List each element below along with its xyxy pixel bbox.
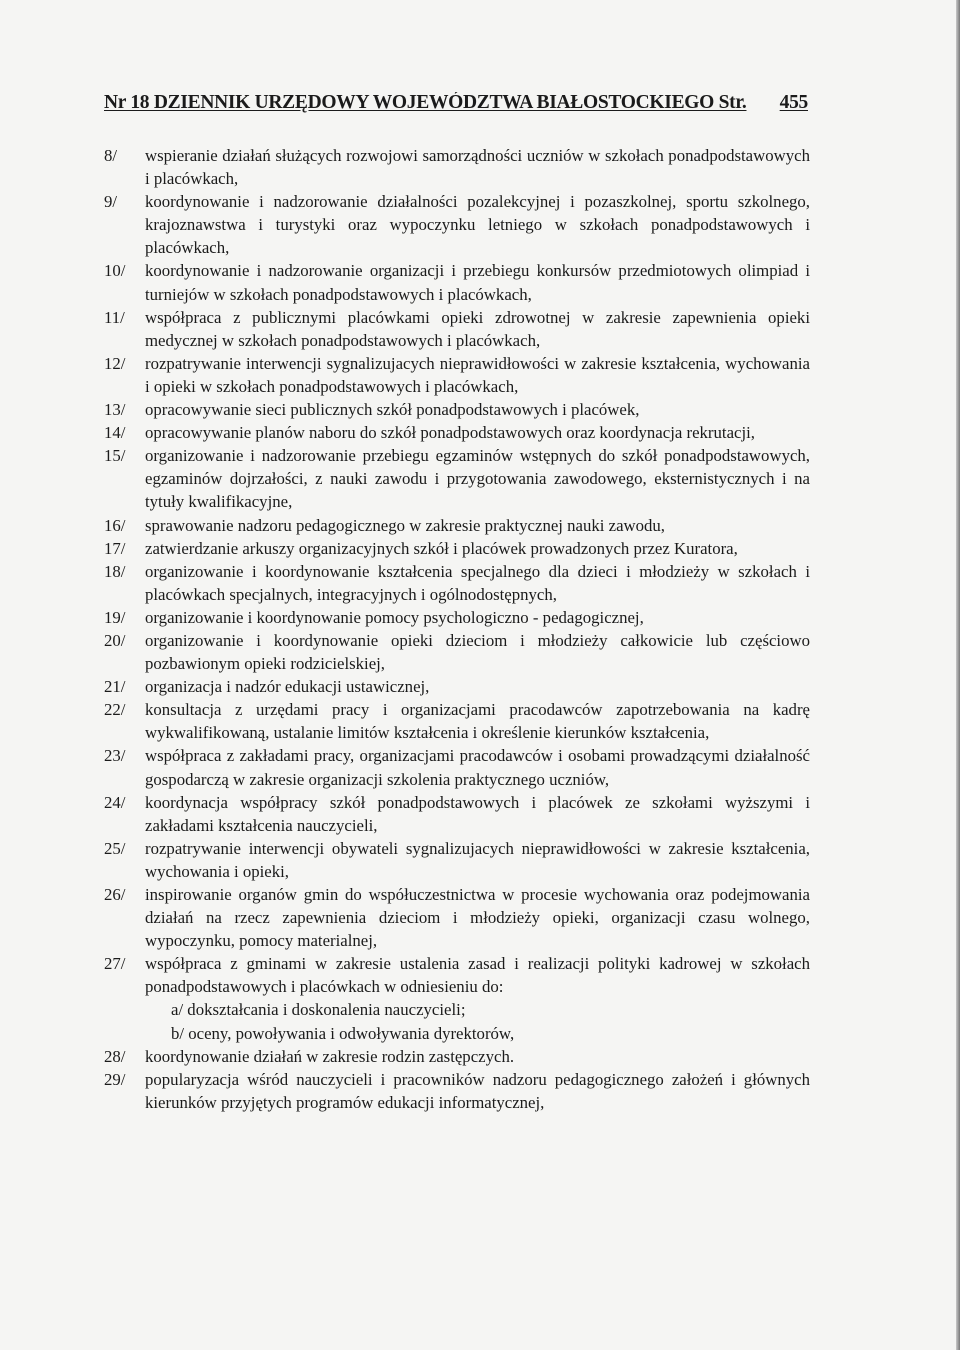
item-number: 13/ xyxy=(104,400,126,420)
item-content xyxy=(145,190,810,259)
item-number: 15/ xyxy=(104,446,126,466)
item-text: popularyzacja wśród nauczycieli i pracowników nadzoru pedagogicznego założeń i głównych kierunków przyjętych programów edukacji informatycznej, xyxy=(145,1069,810,1112)
item-text: organizowanie i nadzorowanie przebiegu egzaminów wstępnych do szkół ponadpodstawowych, egzaminów dojrzałości, z nauki zawodu i przygotowania zawodowego, eksternistycznych i na tytuły kwalifikacyjne, xyxy=(145,446,810,512)
enumerated-list xyxy=(104,144,810,1114)
item-number: 8/ xyxy=(104,146,118,165)
item-text: rozpatrywanie interwencji obywateli sygnalizujacych nieprawidłowości w zakresie kształcenia, wychowania i opieki, xyxy=(145,838,810,881)
item-content xyxy=(145,514,810,537)
item-content xyxy=(145,259,810,305)
header-page-number: 455 xyxy=(779,92,808,113)
item-number: 22/ xyxy=(104,700,126,720)
item-number: 11/ xyxy=(104,307,125,327)
item-content xyxy=(145,629,810,675)
item-number: 28/ xyxy=(104,1046,126,1066)
item-content xyxy=(145,560,810,606)
item-number: 23/ xyxy=(104,746,126,766)
list-item xyxy=(104,744,810,790)
item-content xyxy=(145,444,810,513)
list-item xyxy=(104,514,810,537)
item-number: 21/ xyxy=(104,677,126,697)
item-number: 12/ xyxy=(104,353,126,373)
item-text: organizacja i nadzór edukacji ustawicznej, xyxy=(145,677,430,697)
item-text: koordynowanie działań w zakresie rodzin zastępczych. xyxy=(145,1046,515,1066)
list-item xyxy=(104,1068,810,1114)
item-content xyxy=(145,952,810,1044)
item-number: 14/ xyxy=(104,423,126,443)
item-number: 26/ xyxy=(104,885,126,904)
item-content xyxy=(145,352,810,398)
item-text: organizowanie i koordynowanie kształcenia specjalnego dla dzieci i młodzieży w szkołach i placówkach specjalnych, integracyjnych i ogólnodostępnych, xyxy=(145,561,810,604)
item-content xyxy=(145,537,810,560)
header-title: Nr 18 DZIENNIK URZĘDOWY WOJEWÓDZTWA BIAŁOSTOCKIEGO Str. xyxy=(104,92,747,113)
list-item xyxy=(104,537,810,560)
item-text: inspirowanie organów gmin do współuczestnictwa w procesie wychowania oraz podejmowania działań na rzecz zapewnienia dzieciom i młodzieży opieki, organizacji czasu wolnego, wypoczynku, pomocy materialnej, xyxy=(145,885,810,951)
list-item xyxy=(104,259,810,305)
item-text: współpraca z zakładami pracy, organizacjami pracodawców i osobami prowadzącymi działalność gospodarczą w zakresie organizacji szkolenia praktycznego uczniów, xyxy=(145,746,810,789)
item-text: konsultacja z urzędami pracy i organizacjami pracodawców zapotrzebowania na kadrę wykwalifikowaną, ustalanie limitów kształcenia i określenie kierunków kształcenia, xyxy=(145,700,810,743)
item-number: 20/ xyxy=(104,630,126,650)
item-text: koordynowanie i nadzorowanie działalności pozalekcyjnej i pozaszkolnej, sportu szkolnego, krajoznawstwa i turystyki oraz wypoczynku letniego w szkołach ponadpodstawowych i placówkach, xyxy=(145,192,810,258)
sub-item: a/ dokształcania i doskonalenia nauczycieli; xyxy=(171,1000,466,1020)
item-text: organizowanie i koordynowanie opieki dzieciom i młodzieży całkowicie lub częściowo pozbawionym opieki rodzicielskiej, xyxy=(145,630,810,674)
item-text: współpraca z gminami w zakresie ustalenia zasad i realizacji polityki kadrowej w szkołach ponadpodstawowych i placówkach w odniesieniu do: xyxy=(145,954,810,997)
item-text: współpraca z publicznymi placówkami opieki zdrowotnej w zakresie zapewnienia opieki medycznej w szkołach ponadpodstawowych i placówkach, xyxy=(145,307,810,350)
item-number: 18/ xyxy=(104,561,126,581)
list-item xyxy=(104,352,810,398)
item-number: 19/ xyxy=(104,607,126,627)
list-item xyxy=(104,675,810,698)
item-content xyxy=(145,1045,810,1068)
list-item xyxy=(104,952,810,1044)
item-text: zatwierdzanie arkuszy organizacyjnych szkół i placówek prowadzonych przez Kuratora, xyxy=(145,538,738,558)
item-number: 10/ xyxy=(104,261,126,281)
list-item xyxy=(104,560,810,606)
sub-item: b/ oceny, powoływania i odwoływania dyrektorów, xyxy=(171,1023,515,1043)
item-content xyxy=(145,144,810,190)
item-content xyxy=(145,883,810,952)
item-content xyxy=(145,744,810,790)
item-content xyxy=(145,398,810,421)
item-text: rozpatrywanie interwencji sygnalizujacych nieprawidłowości w zakresie kształcenia, wychowania i opieki w szkołach ponadpodstawowych i placówkach, xyxy=(145,353,810,396)
list-item xyxy=(104,398,810,421)
list-item xyxy=(104,190,810,259)
item-number: 17/ xyxy=(104,538,126,558)
item-number: 25/ xyxy=(104,838,126,858)
list-item xyxy=(104,698,810,744)
list-item xyxy=(104,306,810,352)
page-edge xyxy=(956,0,960,1350)
item-content xyxy=(145,698,810,744)
page-header xyxy=(104,92,808,114)
item-content xyxy=(145,606,810,629)
item-text: opracowywanie sieci publicznych szkół ponadpodstawowych i placówek, xyxy=(145,400,640,420)
item-content xyxy=(145,1068,810,1114)
item-number: 29/ xyxy=(104,1069,126,1089)
item-content xyxy=(145,306,810,352)
list-item xyxy=(104,606,810,629)
item-text: opracowywanie planów naboru do szkół ponadpodstawowych oraz koordynacja rekrutacji, xyxy=(145,423,755,443)
list-item xyxy=(104,421,810,444)
item-content xyxy=(145,675,810,698)
item-text: koordynacja współpracy szkół ponadpodstawowych i placówek ze szkołami wyższymi i zakładami kształcenia nauczycieli, xyxy=(145,792,810,835)
list-item xyxy=(104,837,810,883)
list-item xyxy=(104,444,810,513)
list-item xyxy=(104,144,810,190)
list-item xyxy=(104,1045,810,1068)
item-text: sprawowanie nadzoru pedagogicznego w zakresie praktycznej nauki zawodu, xyxy=(145,515,665,535)
list-item xyxy=(104,791,810,837)
list-item xyxy=(104,883,810,952)
item-number: 24/ xyxy=(104,792,126,812)
item-text: wspieranie działań służących rozwojowi samorządności uczniów w szkołach ponadpodstawowych i placówkach, xyxy=(145,146,810,189)
item-content xyxy=(145,837,810,883)
item-number: 27/ xyxy=(104,954,126,974)
item-content xyxy=(145,791,810,837)
item-number: 9/ xyxy=(104,192,118,212)
list-item xyxy=(104,629,810,675)
item-text: organizowanie i koordynowanie pomocy psychologiczno - pedagogicznej, xyxy=(145,607,644,627)
item-number: 16/ xyxy=(104,515,126,535)
item-content xyxy=(145,421,810,444)
item-text: koordynowanie i nadzorowanie organizacji i przebiegu konkursów przedmiotowych olimpiad i turniejów w szkołach ponadpodstawowych i placówkach, xyxy=(145,261,810,304)
